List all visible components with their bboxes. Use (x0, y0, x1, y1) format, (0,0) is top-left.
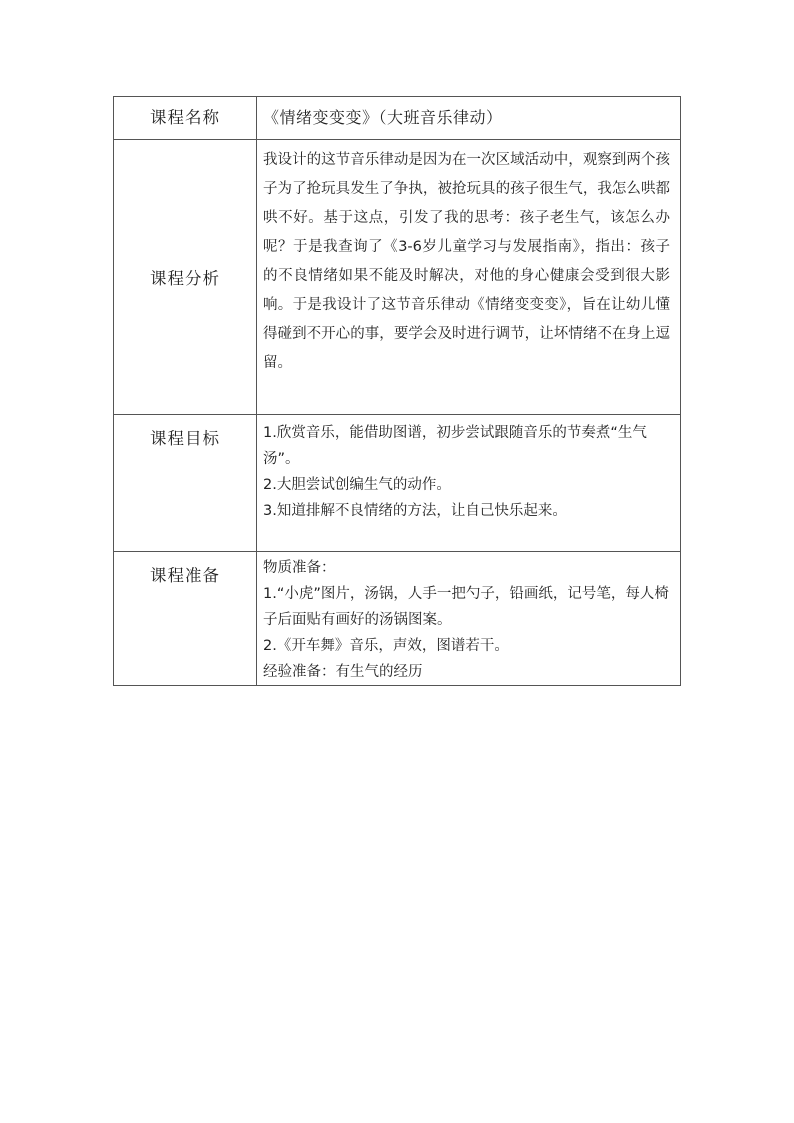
course-analysis-label: 课程分析 (150, 269, 220, 288)
course-analysis-cell (257, 140, 681, 415)
course-goals-label-cell (114, 415, 257, 552)
row-course-analysis (114, 140, 681, 415)
prep-item: 物质准备： (263, 560, 336, 576)
goal-item: 2.大胆尝试创编生气的动作。 (263, 477, 451, 493)
course-analysis-label-cell (114, 140, 257, 415)
course-prep-cell (257, 552, 681, 686)
prep-item: 1.“小虎”图片，汤锅，人手一把勺子，铅画纸，记号笔，每人椅子后面贴有画好的汤锅图案。 (263, 586, 669, 628)
course-name-label: 课程名称 (150, 108, 220, 127)
row-course-preparation (114, 552, 681, 686)
course-goals-cell (257, 415, 681, 552)
prep-item: 经验准备：有生气的经历 (263, 664, 423, 680)
row-course-goals (114, 415, 681, 552)
row-course-name (114, 97, 681, 140)
goal-item: 3.知道排解不良情绪的方法，让自己快乐起来。 (263, 503, 567, 519)
course-goals-label: 课程目标 (150, 429, 220, 448)
course-prep-label-cell (114, 552, 257, 686)
course-name-label-cell (114, 97, 257, 140)
course-table (113, 96, 681, 686)
course-analysis-text: 我设计的这节音乐律动是因为在一次区域活动中，观察到两个孩子为了抢玩具发生了争执，被抢玩具的孩子很生气，我怎么哄都哄不好。基于这点，引发了我的思考：孩子老生气，该怎么办呢？于是我查询了《3-6岁儿童学习与发展指南》，指出：孩子的不良情绪如果不能及时解决，对他的身心健康会受到很大影响。于是我设计了这节音乐律动《情绪变变变》，旨在让幼儿懂得碰到不开心的事，要学会及时进行调节，让坏情绪不在身上逗留。 (263, 152, 670, 371)
goal-item: 1.欣赏音乐，能借助图谱，初步尝试跟随音乐的节奏煮“生气汤”。 (263, 425, 647, 467)
prep-item: 2.《开车舞》音乐，声效，图谱若干。 (263, 638, 509, 654)
course-prep-label: 课程准备 (150, 566, 220, 585)
course-name-value: 《情绪变变变》（大班音乐律动） (257, 97, 681, 140)
